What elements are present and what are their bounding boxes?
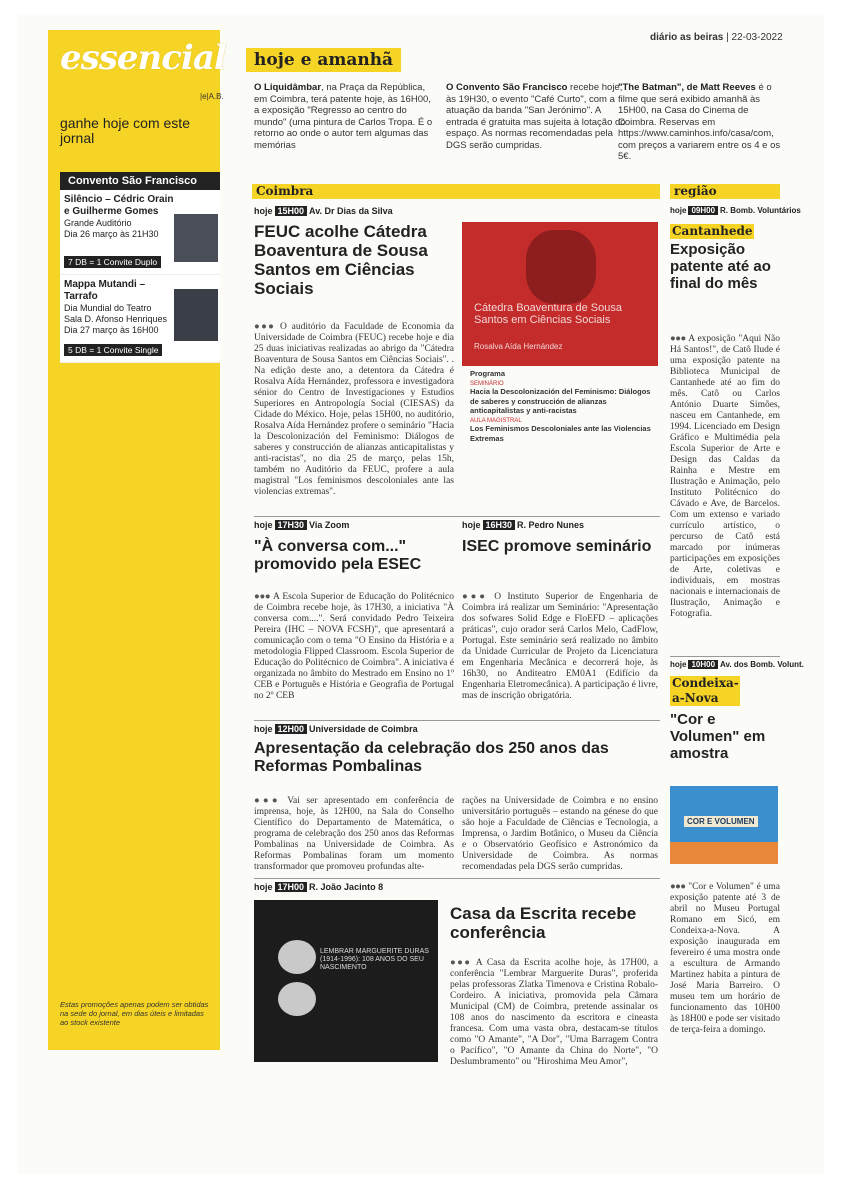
promo-date: Dia 26 março às 21H30 bbox=[64, 229, 159, 239]
ganhe-hoje-label: ganhe hoje com este jornal bbox=[60, 115, 190, 146]
event-tag: hoje 10H00 Av. dos Bomb. Volunt. bbox=[670, 660, 804, 669]
promo-photo bbox=[174, 289, 218, 341]
promo-photo bbox=[174, 214, 218, 262]
brief-item bbox=[254, 82, 434, 151]
cor-volumen-image bbox=[670, 786, 778, 864]
promo-venue: Grande Auditório bbox=[64, 218, 132, 228]
body-esec: ●●● A Escola Superior de Educação do Politécnico de Coimbra recebe hoje, às 17H30, a iniciativa "À conversa com....". Será convidado Pedro Teixeira Pereira (IHC – NOVA FCSH)", que apresentará a comunicação com o tema "O Ensino da História e a metodologia Flipped Classroom. Escola Superior de Educação do Politécnico de Coimbra". A iniciativa é organizada no âmbito do Mestrado em Ensino no 1º CEB e Português e História e Geografia de Portugal no 2º CEB bbox=[254, 592, 454, 701]
promo-box bbox=[60, 172, 220, 363]
body-casa: ●●● A Casa da Escrita acolhe hoje, às 17H00, a conferência "Lembrar Marguerite Duras", proferida pelas professoras Zlatka Timenova e Cristina Robalo-Cordeiro. A iniciativa, promovida pela Câmara Municipal (CM) de Coimbra, pretende assinalar os 108 anos do nascimento da escritora e cineasta francesa. Com uma vasta obra, destacam-se títulos como "O Amante", "A Dor", "Uma Barragem Contra o Pacífico", "O Amante da China do Norte", "O Deslumbramento" ou "Hiroshima Meu Amor", bbox=[450, 958, 658, 1067]
place-cantanhede: Cantanhede bbox=[672, 224, 753, 238]
promo-item bbox=[60, 275, 220, 363]
headline-feuc: FEUC acolhe Cátedra Boaventura de Sousa Santos em Ciências Sociais bbox=[254, 222, 428, 299]
promo-subtitle: Dia Mundial do Teatro bbox=[64, 303, 152, 313]
divider bbox=[670, 656, 780, 657]
place-condeixa: Condeixa-a-Nova bbox=[672, 676, 739, 705]
headline-pombalinas: Apresentação da celebração dos 250 anos das Reformas Pombalinas bbox=[254, 740, 609, 775]
image-label: COR E VOLUMEN bbox=[684, 816, 758, 827]
promo-price: 7 DB = 1 Convite Duplo bbox=[64, 256, 161, 268]
brief-lead: "The Batman", de Matt Reeves bbox=[618, 82, 756, 93]
image-band bbox=[670, 842, 778, 864]
promo-price: 5 DB = 1 Convite Single bbox=[64, 344, 162, 356]
poster-name: Rosalva Aída Hernández bbox=[474, 342, 563, 351]
body-isec: ●●● O Instituto Superior de Engenharia de Coimbra irá realizar um Seminário: "Apresentação dos sofwares Solid Edge e FloEFD – aplicações práticas", cujo orador será Carlos Melo, CadFlow, Portugal. Este seminário será realizado no âmbito da Unidade Curricular de Projeto da Licenciatura em Engenharia Mecânica e decorrerá hoje, às 16h30, no Anditeatro EM0A1 (Edifício da Engenharia Eletromecânica). A participação é livre, mas de inscrição obrigatória. bbox=[462, 592, 659, 701]
promo-disclaimer: Estas promoções apenas podem ser obtidas na sede do jornal, em dias úteis e limitadas ao stock existente bbox=[60, 1000, 209, 1027]
headline-esec: "À conversa com..." promovido pela ESEC bbox=[254, 538, 422, 573]
section-title: hoje e amanhã bbox=[246, 48, 401, 72]
promo-title: Convento São Francisco bbox=[60, 172, 220, 190]
section-coimbra: Coimbra bbox=[252, 184, 660, 199]
portrait bbox=[526, 230, 596, 304]
poster-caption: Cátedra Boaventura de Sousa Santos em Ciências Sociais bbox=[474, 302, 622, 326]
event-tag: hoje 17H00 R. João Jacinto 8 bbox=[254, 882, 384, 892]
brief-text: , na Praça da República, em Coimbra, terá patente hoje, às 16H00, a exposição "Regresso ao centro do mundo" (uma pintura de Carlos Tropa. É o retorno ao onde o autor tem algumas das memórias bbox=[254, 82, 433, 151]
brief-lead: O Convento São Francisco bbox=[446, 82, 568, 93]
promo-name: Mappa Mutandi – Tarrafo bbox=[64, 279, 146, 302]
headline-condeixa: "Cor e Volumen" em amostra bbox=[670, 711, 766, 762]
feuc-poster bbox=[462, 222, 658, 366]
body-feuc: ●●● O auditório da Faculdade de Economia da Universidade de Coimbra (FEUC) recebe hoje e dia 25 duas iniciativas realizadas ao abrigo da "Cátedra Boaventura de Sousa Santos em Ciências Sociais". . Na edição deste ano, a detentora da Cátedra é Rosalva Aída Hernández, professora e investigadora sénior do Centro de Investigaciones y Estudios Superiores en Antropología Social (CIESAS) da Cidade do México. Hoje, pelas 15H00, no auditório, Rosalva Aída Hernández profere o seminário "Hacia la Descolonización del Feminismo: Diálogos de saberes y construcción de alianzas anticapitalistas y anti-racistas", no dia 25 de março, pelas 15h, também no Auditório da FEUC, profere a aula magistral "Los feminismos descoloniales ante las violencias extremas". bbox=[254, 322, 454, 497]
body-cantanhede: ●●● A exposição "Aqui Não Há Santos!", de Catô Ilude é uma exposição patente na Biblioteca Municipal de Cantanhede até ao fim do mês. Catô ou Carlos António Duarte Simões, nasceu em Cantanhede, em 1994. Licenciado em Design Gráfico e Multimédia pela Escola Superior de Arte e Design das Caldas da Rainha e Mestre em Ilustração e Animação, pelo Instituto Politécnico do Cávado e Ave, de Barcelos. Com um extenso e variado currículo artístico, o percurso de Catô está marcado por inúmeras participações em exposições de Arte, coletivas e individuais, em mostras nacionais e internacionais de Ilustração, Animação e Fotografia. bbox=[670, 334, 780, 619]
brief-item bbox=[618, 82, 782, 163]
divider bbox=[254, 720, 660, 721]
brand-name: diário as beiras bbox=[650, 32, 724, 43]
section-regiao: região bbox=[670, 184, 780, 199]
feuc-program: Programa SEMINÁRIO Hacia la Descolonización del Feminismo: Diálogos de saberes y construcción de alianzas anticapitalistas y anti-racistas AULA MAGISTRAL Los Feminismos Descoloniales ante las Violencias Extremas bbox=[470, 369, 651, 443]
body-pombalinas-1: ●●● Vai ser apresentado em conferência de imprensa, hoje, às 12H00, na Sala do Conselho Científico do Departamento de Matemática, o programa de celebração dos 250 anos das Reformas Pombalinas na Universidade de Coimbra. As Reformas Pombalinas foram um momento transformador que promoveu profundas alte- bbox=[254, 796, 455, 872]
divider bbox=[254, 516, 660, 517]
poster-text: LEMBRAR MARGUERITE DURAS (1914-1996): 108 ANOS DO SEU NASCIMENTO bbox=[320, 948, 429, 971]
event-tag: hoje 09H00 R. Bomb. Voluntários bbox=[670, 206, 801, 215]
event-tag: hoje 15H00 Av. Dr Dias da Silva bbox=[254, 206, 393, 216]
portrait bbox=[278, 982, 316, 1016]
headline-casa: Casa da Escrita recebe conferência bbox=[450, 904, 637, 943]
promo-date: Dia 27 março às 16H00 bbox=[64, 325, 159, 335]
brief-text: recebe hoje, às 19H30, o evento "Café Curto", com a atuação da banda "San Jerónimo". A entrada é gratuita mas sujeita à lotação do espaço. As normas recomendadas pela DGS serão cumpridas. bbox=[446, 82, 626, 151]
promo-venue: Sala D. Afonso Henriques bbox=[64, 314, 168, 324]
brief-item bbox=[446, 82, 626, 151]
logo-credit: |e|A.B. bbox=[200, 92, 224, 101]
event-tag: hoje 16H30 R. Pedro Nunes bbox=[462, 520, 585, 530]
promo-name: Silêncio – Cédric Orain e Guilherme Gomes bbox=[64, 194, 174, 217]
brief-text: é o filme que será exibido amanhã às 15H00, na Casa do Cinema de Coimbra. Reservas em https://www.caminhos.info/casa/com, com preços a variarem entre os 4 e os 5€. bbox=[618, 82, 781, 162]
divider bbox=[254, 878, 660, 879]
promo-item bbox=[60, 190, 220, 275]
portrait bbox=[278, 940, 316, 974]
body-condeixa: ●●● "Cor e Volumen" é uma exposição patente até 3 de abril no Museu Portugal Romano em Sicó, em Condeixa-a-Nova. A exposição inaugurada em fevereiro é uma mostra onde a escultura de Armando Martinez habita a pintura de José Maria Barreiro. O museu tem um horário de funcionamento das 10H00 às 18H00 e pode ser visitado de terça-feira a domingo. bbox=[670, 882, 781, 1035]
headline-isec: ISEC promove seminário bbox=[462, 538, 652, 555]
headline-cantanhede: Exposição patente até ao final do mês bbox=[670, 241, 771, 292]
casa-poster bbox=[254, 900, 438, 1062]
event-tag: hoje 12H00 Universidade de Coimbra bbox=[254, 724, 418, 734]
essencial-logo: essencial bbox=[60, 38, 226, 78]
brief-lead: O Liquidâmbar bbox=[254, 82, 322, 93]
body-pombalinas-2: rações na Universidade de Coimbra e no ensino universitário português – estando na génese do que são hoje a Faculdade de Ciências e Tecnologia, a Imprensa, o Jardim Botânico, o Museu da Ciência e o Observatório Geofísico e Astronómico da Universidade de Coimbra. As normas recomendadas pela DGS serão cumpridas. bbox=[462, 796, 658, 872]
issue-date: 22-03-2022 bbox=[731, 32, 783, 43]
masthead: diário as beiras | 22-03-2022 bbox=[650, 32, 783, 43]
event-tag: hoje 17H30 Via Zoom bbox=[254, 520, 350, 530]
